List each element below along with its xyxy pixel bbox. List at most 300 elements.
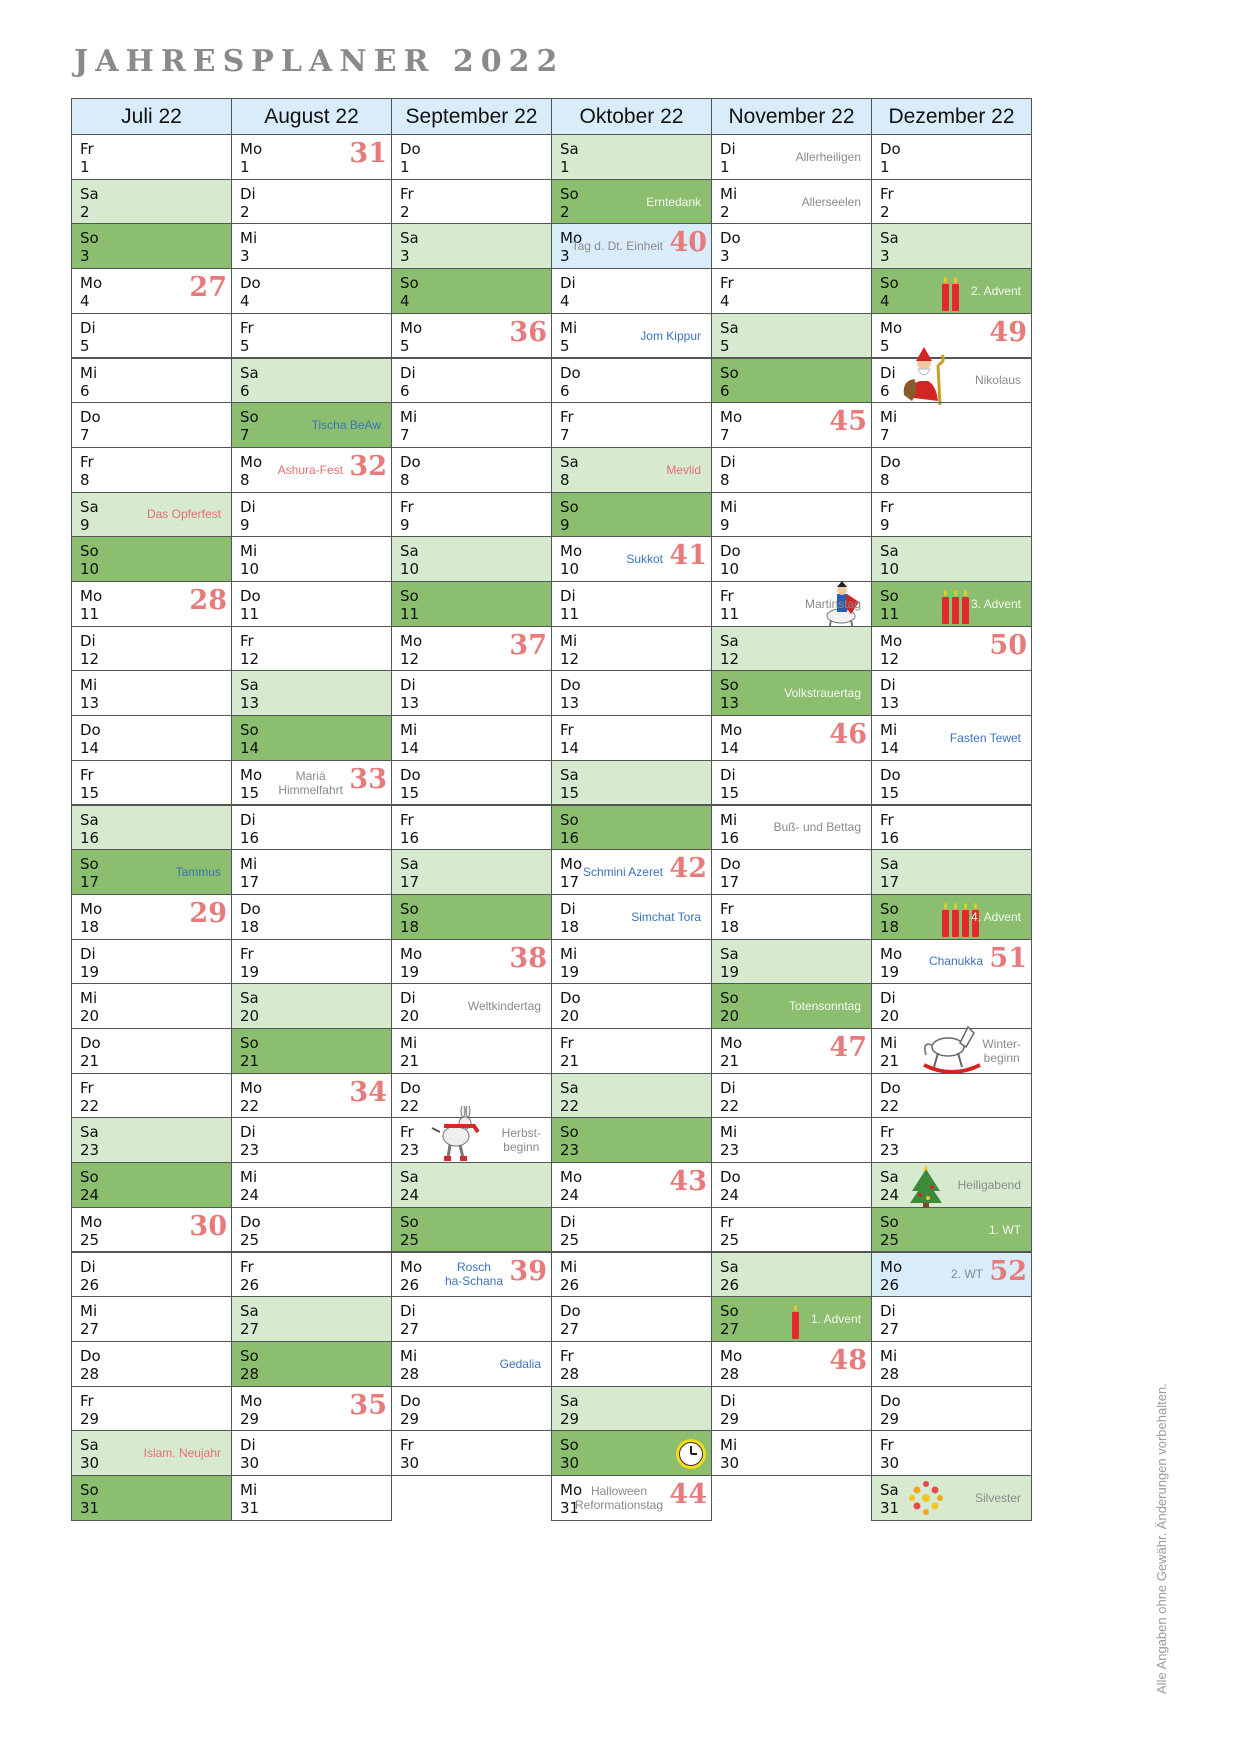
day-number: 25: [560, 1230, 580, 1249]
month-column: [71, 98, 231, 1694]
advent-candles-icon: [942, 277, 959, 311]
day-number: 1: [880, 158, 890, 176]
day-cell: [551, 805, 712, 851]
day-cell: [391, 402, 552, 448]
day-cell: [551, 536, 712, 582]
day-cell: [551, 1296, 712, 1342]
day-number: 20: [400, 1007, 420, 1026]
weekday-label: Sa: [560, 452, 579, 471]
day-number: 21: [560, 1052, 580, 1070]
weekday-label: Sa: [400, 1168, 419, 1187]
weekday-label: Fr: [80, 140, 94, 158]
day-number: 28: [880, 1364, 900, 1383]
weekday-label: Do: [400, 140, 421, 158]
weekday-label: Di: [560, 587, 576, 605]
day-cell: [711, 268, 872, 314]
day-number: 8: [560, 470, 570, 489]
day-cell: [231, 313, 392, 359]
weekday-label: Do: [80, 1034, 101, 1052]
weekday-label: Di: [880, 363, 896, 382]
day-number: 12: [880, 649, 900, 668]
day-number: 9: [400, 515, 410, 534]
day-cell: [551, 179, 712, 225]
day-cell: [391, 1117, 552, 1163]
day-cell: [871, 1117, 1032, 1163]
day-number: 5: [240, 336, 250, 355]
day-cell: [231, 715, 392, 761]
day-number: 3: [240, 247, 250, 266]
day-cell: [391, 670, 552, 716]
day-number: 22: [240, 1096, 260, 1115]
day-cell: [391, 983, 552, 1029]
week-number: 32: [349, 450, 387, 482]
day-cell: [391, 715, 552, 761]
candle-icon: [792, 1312, 799, 1339]
day-number: 25: [400, 1230, 420, 1249]
weekday-label: Di: [560, 274, 576, 293]
weekday-label: Fr: [400, 184, 414, 203]
day-cell: [871, 715, 1032, 761]
weekday-label: Mo: [240, 765, 263, 784]
day-cell: [71, 1252, 232, 1298]
day-number: 24: [720, 1186, 740, 1205]
day-cell: [871, 179, 1032, 225]
day-number: 12: [400, 649, 420, 668]
weekday-label: Mo: [240, 1391, 263, 1410]
day-cell: [231, 179, 392, 225]
holiday-label: Herbst- beginn: [501, 1126, 541, 1155]
day-cell: [71, 760, 232, 806]
weekday-label: Mi: [400, 1346, 418, 1365]
day-number: 11: [720, 605, 740, 623]
day-cell: [391, 1207, 552, 1253]
week-number: 35: [349, 1389, 387, 1421]
week-number: 31: [349, 138, 387, 169]
holiday-label: Allerheiligen: [795, 149, 861, 164]
day-number: 1: [400, 158, 410, 176]
weekday-label: Fr: [560, 721, 574, 740]
weekday-label: Do: [240, 899, 261, 918]
weekday-label: Sa: [80, 1123, 99, 1142]
weekday-label: Sa: [880, 1168, 899, 1187]
day-number: 3: [720, 247, 730, 266]
day-number: 14: [720, 739, 740, 758]
day-number: 15: [880, 783, 900, 802]
holiday-label: Nikolaus: [974, 373, 1021, 388]
day-number: 22: [400, 1096, 420, 1115]
weekday-label: Sa: [880, 542, 899, 561]
day-number: 17: [560, 873, 580, 892]
holiday-label: Silvester: [974, 1490, 1021, 1505]
weekday-label: Mi: [560, 631, 578, 650]
day-cell: [71, 983, 232, 1029]
day-cell: [391, 223, 552, 269]
day-cell: [71, 1341, 232, 1387]
day-cell: [231, 1162, 392, 1208]
day-cell: [551, 1386, 712, 1432]
day-number: 1: [560, 158, 570, 176]
week-number: 36: [509, 316, 547, 348]
day-number: 30: [720, 1454, 740, 1473]
weekday-label: Mo: [400, 1257, 423, 1276]
day-number: 27: [400, 1320, 420, 1339]
day-number: 2: [720, 202, 730, 221]
clock-icon: [674, 1437, 708, 1475]
day-cell: [711, 715, 872, 761]
weekday-label: Mo: [880, 1257, 903, 1276]
day-cell: [871, 536, 1032, 582]
day-cell: [551, 760, 712, 806]
day-cell: [71, 134, 232, 180]
day-cell: [391, 1162, 552, 1208]
day-number: 22: [880, 1096, 900, 1115]
day-number: 8: [880, 470, 890, 489]
day-cell: [711, 581, 872, 627]
day-cell: [231, 492, 392, 538]
day-number: 13: [720, 694, 740, 713]
week-number: 33: [349, 763, 387, 795]
weekday-label: Mi: [240, 542, 258, 561]
day-cell: [71, 268, 232, 314]
holiday-label: 1. Advent: [810, 1312, 861, 1327]
day-cell: [391, 626, 552, 672]
day-number: 1: [240, 158, 250, 176]
weekday-label: Do: [240, 587, 261, 605]
day-number: 7: [80, 426, 90, 445]
month-column: [551, 98, 711, 1694]
day-cell: [871, 626, 1032, 672]
day-number: 11: [400, 605, 420, 623]
week-number: 42: [669, 853, 707, 885]
weekday-label: Mi: [720, 497, 738, 516]
day-cell: [871, 1341, 1032, 1387]
holiday-label: Chanukka: [928, 954, 983, 969]
day-cell: [551, 1162, 712, 1208]
day-number: 16: [240, 828, 260, 847]
day-cell: [871, 1073, 1032, 1119]
day-cell: [231, 894, 392, 940]
candle-icon: [942, 284, 949, 311]
weekday-label: Do: [720, 229, 741, 248]
day-number: 27: [880, 1320, 900, 1339]
day-cell: [71, 939, 232, 985]
day-number: 15: [720, 783, 740, 802]
weekday-label: Sa: [80, 1436, 99, 1455]
weekday-label: Sa: [80, 497, 99, 516]
day-cell: [71, 536, 232, 582]
weekday-label: Mo: [560, 229, 583, 248]
day-cell: [391, 1341, 552, 1387]
day-number: 15: [400, 783, 420, 802]
weekday-label: So: [720, 1302, 739, 1321]
day-cell: [391, 849, 552, 895]
day-number: 6: [400, 381, 410, 400]
weekday-label: Mi: [880, 1034, 898, 1052]
day-cell: [711, 760, 872, 806]
weekday-label: Sa: [400, 229, 419, 248]
weekday-label: So: [240, 408, 259, 427]
day-number: 3: [880, 247, 890, 266]
day-number: 25: [80, 1230, 100, 1249]
day-cell: [391, 313, 552, 359]
week-number: 29: [189, 897, 227, 929]
weekday-label: So: [240, 721, 259, 740]
holiday-label: Schmini Azeret: [582, 865, 663, 880]
weekday-label: Sa: [720, 631, 739, 650]
weekday-label: Di: [400, 1302, 416, 1321]
day-cell: [71, 805, 232, 851]
weekday-label: Mi: [560, 318, 578, 337]
day-number: 28: [80, 1364, 100, 1383]
weekday-label: Fr: [240, 318, 254, 337]
nikolaus-icon: [902, 345, 948, 411]
weekday-label: Di: [80, 318, 96, 337]
day-cell: [711, 1162, 872, 1208]
candle-icon: [942, 597, 949, 624]
weekday-label: Di: [240, 184, 256, 203]
day-number: 7: [720, 426, 730, 445]
day-number: 13: [80, 694, 100, 713]
weekday-label: So: [560, 1436, 579, 1455]
day-cell: [551, 670, 712, 716]
weekday-label: Sa: [880, 229, 899, 248]
day-number: 20: [240, 1007, 260, 1026]
weekday-label: Do: [880, 1078, 901, 1097]
day-number: 6: [560, 381, 570, 400]
day-cell: [551, 358, 712, 404]
day-cell: [231, 760, 392, 806]
weekday-label: Sa: [880, 855, 899, 874]
day-cell: [711, 1386, 872, 1432]
day-number: 15: [80, 783, 100, 802]
weekday-label: Sa: [80, 184, 99, 203]
day-number: 15: [240, 783, 260, 802]
day-number: 16: [400, 828, 420, 847]
day-number: 21: [720, 1052, 740, 1070]
week-number: 43: [669, 1166, 707, 1198]
day-cell: [71, 1475, 232, 1521]
weekday-label: Di: [720, 765, 736, 784]
weekday-label: Mo: [80, 1212, 103, 1231]
weekday-label: Mi: [560, 1257, 578, 1276]
weekday-label: Mo: [560, 855, 583, 874]
holiday-label: Halloween Reformationstag: [574, 1483, 663, 1512]
weekday-label: Do: [720, 1168, 741, 1187]
holiday-label: Jom Kippur: [640, 328, 701, 343]
month-header: Juli 22: [71, 98, 232, 135]
day-number: 29: [560, 1409, 580, 1428]
day-cell: [231, 1117, 392, 1163]
day-number: 6: [80, 381, 90, 400]
day-cell: [711, 983, 872, 1029]
page-title: JAHRESPLANER 2022: [74, 44, 565, 79]
holiday-label: Sukkot: [626, 552, 663, 567]
holiday-label: Fasten Tewet: [949, 730, 1021, 745]
day-cell: [711, 1117, 872, 1163]
day-number: 5: [400, 336, 410, 355]
weekday-label: Mi: [240, 229, 258, 248]
day-cell: [71, 223, 232, 269]
day-number: 31: [80, 1499, 100, 1517]
weekday-label: Fr: [880, 497, 894, 516]
weekday-label: Di: [720, 140, 736, 158]
day-number: 13: [400, 694, 420, 713]
weekday-label: So: [880, 274, 899, 293]
day-number: 16: [720, 828, 740, 847]
day-cell: [551, 849, 712, 895]
week-number: 38: [509, 942, 547, 974]
weekday-label: Di: [720, 1078, 736, 1097]
week-number: 46: [829, 719, 867, 751]
day-number: 17: [720, 873, 740, 892]
weekday-label: Do: [560, 676, 581, 695]
day-cell: [871, 1475, 1032, 1521]
weekday-label: Mi: [240, 1481, 258, 1499]
weekday-label: So: [80, 1481, 99, 1499]
day-cell: [551, 1073, 712, 1119]
weekday-label: Do: [400, 765, 421, 784]
day-number: 18: [880, 917, 900, 936]
day-number: 19: [560, 962, 580, 981]
weekday-label: Sa: [560, 140, 579, 158]
weekday-label: Mo: [80, 587, 103, 605]
day-number: 21: [80, 1052, 100, 1070]
day-number: 14: [880, 739, 900, 758]
candle-icon: [952, 284, 959, 311]
day-cell: [71, 670, 232, 716]
weekday-label: So: [720, 676, 739, 695]
weekday-label: So: [880, 899, 899, 918]
day-number: 28: [560, 1364, 580, 1383]
weekday-label: Mi: [720, 1123, 738, 1142]
day-cell: [871, 760, 1032, 806]
day-number: 26: [880, 1275, 900, 1294]
day-number: 20: [880, 1007, 900, 1026]
weekday-label: So: [400, 899, 419, 918]
holiday-label: Erntedank: [646, 194, 701, 209]
weekday-label: So: [80, 542, 99, 561]
month-header: Dezember 22: [871, 98, 1032, 135]
weekday-label: Do: [880, 452, 901, 471]
day-cell: [71, 1207, 232, 1253]
month-header: August 22: [231, 98, 392, 135]
day-cell: [391, 1430, 552, 1476]
day-number: 2: [240, 202, 250, 221]
weekday-label: Do: [400, 1078, 421, 1097]
day-cell: [391, 536, 552, 582]
day-cell: [871, 1430, 1032, 1476]
weekday-label: Fr: [400, 1436, 414, 1455]
day-number: 9: [80, 515, 90, 534]
holiday-label: 2. Advent: [970, 283, 1021, 298]
day-cell: [551, 1475, 712, 1521]
day-number: 10: [720, 560, 740, 579]
day-number: 10: [240, 560, 260, 579]
day-number: 4: [240, 292, 250, 311]
day-number: 12: [560, 649, 580, 668]
day-number: 29: [880, 1409, 900, 1428]
weekday-label: Do: [240, 1212, 261, 1231]
weekday-label: Mo: [80, 899, 103, 918]
day-number: 8: [240, 470, 250, 489]
weekday-label: Fr: [80, 765, 94, 784]
day-number: 19: [400, 962, 420, 981]
day-number: 18: [720, 917, 740, 936]
month-column: [391, 98, 551, 1694]
weekday-label: So: [400, 587, 419, 605]
weekday-label: Mi: [880, 408, 898, 427]
day-number: 24: [80, 1186, 100, 1205]
holiday-label: Buß- und Bettag: [773, 820, 861, 835]
month-column: [711, 98, 871, 1694]
day-cell: [231, 983, 392, 1029]
weekday-label: Mo: [240, 452, 263, 471]
day-number: 15: [560, 783, 580, 802]
day-number: 23: [880, 1141, 900, 1160]
day-number: 16: [80, 828, 100, 847]
day-cell: [71, 447, 232, 493]
weekday-label: Do: [880, 765, 901, 784]
day-cell: [551, 402, 712, 448]
weekday-label: So: [400, 1212, 419, 1231]
candle-icon: [962, 910, 969, 937]
day-cell: [711, 626, 872, 672]
holiday-label: 1. WT: [989, 1222, 1021, 1237]
day-cell: [231, 402, 392, 448]
month-header: September 22: [391, 98, 552, 135]
advent-candles-icon: [942, 590, 969, 624]
holiday-label: 4. Advent: [970, 909, 1021, 924]
day-cell: [231, 536, 392, 582]
weekday-label: Do: [560, 1302, 581, 1321]
holiday-label: Winter- beginn: [982, 1036, 1021, 1065]
weekday-label: Sa: [720, 1257, 739, 1276]
day-number: 24: [560, 1186, 580, 1205]
holiday-label: Simchat Tora: [631, 909, 701, 924]
day-number: 20: [560, 1007, 580, 1026]
day-cell: [711, 536, 872, 582]
day-cell: [871, 492, 1032, 538]
week-number: 51: [989, 942, 1027, 974]
day-cell: [71, 402, 232, 448]
day-cell: [711, 1207, 872, 1253]
day-cell: [871, 1028, 1032, 1074]
weekday-label: Do: [560, 363, 581, 382]
weekday-label: Mo: [720, 408, 743, 427]
weekday-label: Sa: [720, 944, 739, 963]
day-cell: [391, 894, 552, 940]
day-cell: [711, 1430, 872, 1476]
weekday-label: Di: [240, 1436, 256, 1455]
day-number: 31: [560, 1499, 580, 1517]
weekday-label: Di: [880, 989, 896, 1008]
day-cell: [231, 1252, 392, 1298]
day-number: 19: [240, 962, 260, 981]
day-cell: [711, 358, 872, 404]
week-number: 40: [669, 227, 707, 259]
day-number: 26: [400, 1275, 420, 1294]
day-number: 17: [400, 873, 420, 892]
weekday-label: So: [240, 1034, 259, 1052]
day-number: 23: [560, 1141, 580, 1160]
day-number: 12: [80, 649, 100, 668]
day-number: 17: [80, 873, 100, 892]
day-cell: [551, 1341, 712, 1387]
day-cell: [391, 358, 552, 404]
day-cell: [871, 268, 1032, 314]
candle-icon: [952, 597, 959, 624]
holiday-label: Ashura-Fest: [277, 462, 343, 477]
